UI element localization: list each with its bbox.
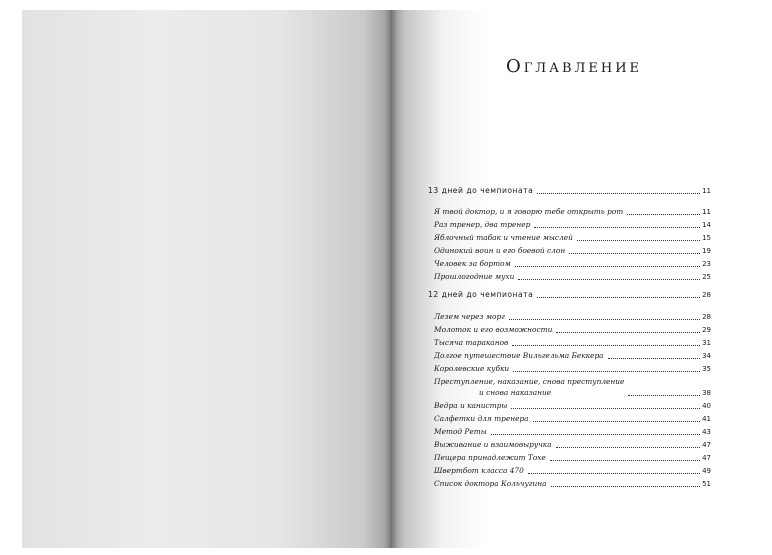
- dot-leader: [550, 460, 700, 461]
- toc-entry[interactable]: [428, 476, 711, 489]
- toc-entry[interactable]: [428, 269, 711, 282]
- toc-entry[interactable]: [428, 217, 711, 230]
- toc-entry[interactable]: [428, 335, 711, 348]
- page-number: 25: [702, 273, 711, 281]
- page-number: 19: [702, 247, 711, 255]
- dot-leader: [537, 193, 700, 194]
- toc-entry[interactable]: [428, 398, 711, 411]
- table-of-contents: [428, 183, 711, 489]
- book-gutter: [384, 10, 398, 548]
- page-number: 23: [702, 260, 711, 268]
- page-number: 51: [702, 480, 711, 488]
- chapter-label: 12 дней до чемпионата: [428, 290, 534, 299]
- page-number: 43: [702, 428, 711, 436]
- dot-leader: [556, 447, 700, 448]
- toc-chapter[interactable]: [428, 183, 711, 196]
- toc-entry[interactable]: [428, 463, 711, 476]
- toc-entry[interactable]: [428, 230, 711, 243]
- toc-entry[interactable]: [428, 243, 711, 256]
- entry-label: Пещера принадлежит Тохе: [434, 453, 546, 462]
- page-number: 47: [702, 441, 711, 449]
- dot-leader: [556, 332, 700, 333]
- dot-leader: [551, 486, 701, 487]
- toc-chapter[interactable]: [428, 287, 711, 300]
- entry-label: Список доктора Кольчугина: [434, 479, 547, 488]
- entry-label: Человек за бортом: [434, 259, 511, 268]
- page-number: 49: [702, 467, 711, 475]
- dot-leader: [491, 434, 700, 435]
- toc-entry[interactable]: [428, 309, 711, 322]
- dot-leader: [518, 279, 700, 280]
- entry-label: Ведра и канистры: [434, 401, 508, 410]
- entry-label: Салфетки для тренера: [434, 414, 529, 423]
- entry-label: Швертбот класса 470: [434, 466, 524, 475]
- page-number: 31: [702, 339, 711, 347]
- dot-leader: [534, 227, 700, 228]
- page-number: 41: [702, 415, 711, 423]
- page-number: 29: [702, 326, 711, 334]
- entry-label: Я твой доктор, и я говорю тебе открыть рот: [434, 207, 624, 216]
- toc-entry[interactable]: [428, 361, 711, 374]
- toc-entry[interactable]: [428, 256, 711, 269]
- entry-label-line-2: и снова наказание: [479, 387, 552, 397]
- entry-label: Молоток и его возможности: [434, 325, 553, 334]
- entry-label: Прошлогодние мухи: [434, 272, 515, 281]
- toc-entry[interactable]: [428, 348, 711, 361]
- dot-leader: [509, 319, 700, 320]
- entry-label: Королевские кубки: [434, 364, 510, 373]
- dot-leader: [627, 214, 700, 215]
- page-number: 40: [702, 402, 711, 410]
- toc-title: Оглавление: [505, 56, 643, 77]
- dot-leader: [528, 473, 700, 474]
- dot-leader: [608, 358, 700, 359]
- entry-label: Тысяча тараканов: [434, 338, 509, 347]
- chapter-label: 13 дней до чемпионата: [428, 186, 534, 195]
- page-number: 28: [702, 313, 711, 321]
- entry-label-line-1: Преступление, наказание, снова преступление: [434, 377, 625, 386]
- page-number: 28: [702, 291, 711, 299]
- toc-entry[interactable]: [428, 374, 711, 398]
- dot-leader: [533, 421, 700, 422]
- toc-entry[interactable]: [428, 424, 711, 437]
- dot-leader: [515, 266, 700, 267]
- dot-leader: [569, 253, 700, 254]
- toc-entry[interactable]: [428, 450, 711, 463]
- toc-entry[interactable]: [428, 437, 711, 450]
- entry-label: Долгое путешествие Вильгельма Беккера: [434, 351, 604, 360]
- dot-leader: [537, 297, 700, 298]
- page-number: 11: [702, 187, 711, 195]
- dot-leader: [628, 395, 700, 396]
- entry-label: Раз тренер, два тренер: [434, 220, 531, 229]
- entry-label: Одинокий воин и его боевой слон: [434, 246, 566, 255]
- page-number: 38: [702, 389, 711, 397]
- left-page: [22, 10, 390, 548]
- dot-leader: [577, 240, 700, 241]
- dot-leader: [512, 345, 700, 346]
- toc-entry[interactable]: [428, 204, 711, 217]
- entry-label: [434, 377, 624, 398]
- entry-label: Выживание и взаимовыручка: [434, 440, 552, 449]
- entry-label: Лезем через морг: [434, 312, 505, 321]
- dot-leader: [511, 408, 700, 409]
- toc-entry[interactable]: [428, 411, 711, 424]
- page-number: 35: [702, 365, 711, 373]
- page-number: 14: [702, 221, 711, 229]
- toc-entry[interactable]: [428, 322, 711, 335]
- entry-label: Яблочный табак и чтение мыслей: [434, 233, 573, 242]
- entry-label: Метод Реты: [434, 427, 487, 436]
- page-number: 11: [702, 208, 711, 216]
- page-number: 34: [702, 352, 711, 360]
- dot-leader: [513, 371, 700, 372]
- page-number: 47: [702, 454, 711, 462]
- page-number: 15: [702, 234, 711, 242]
